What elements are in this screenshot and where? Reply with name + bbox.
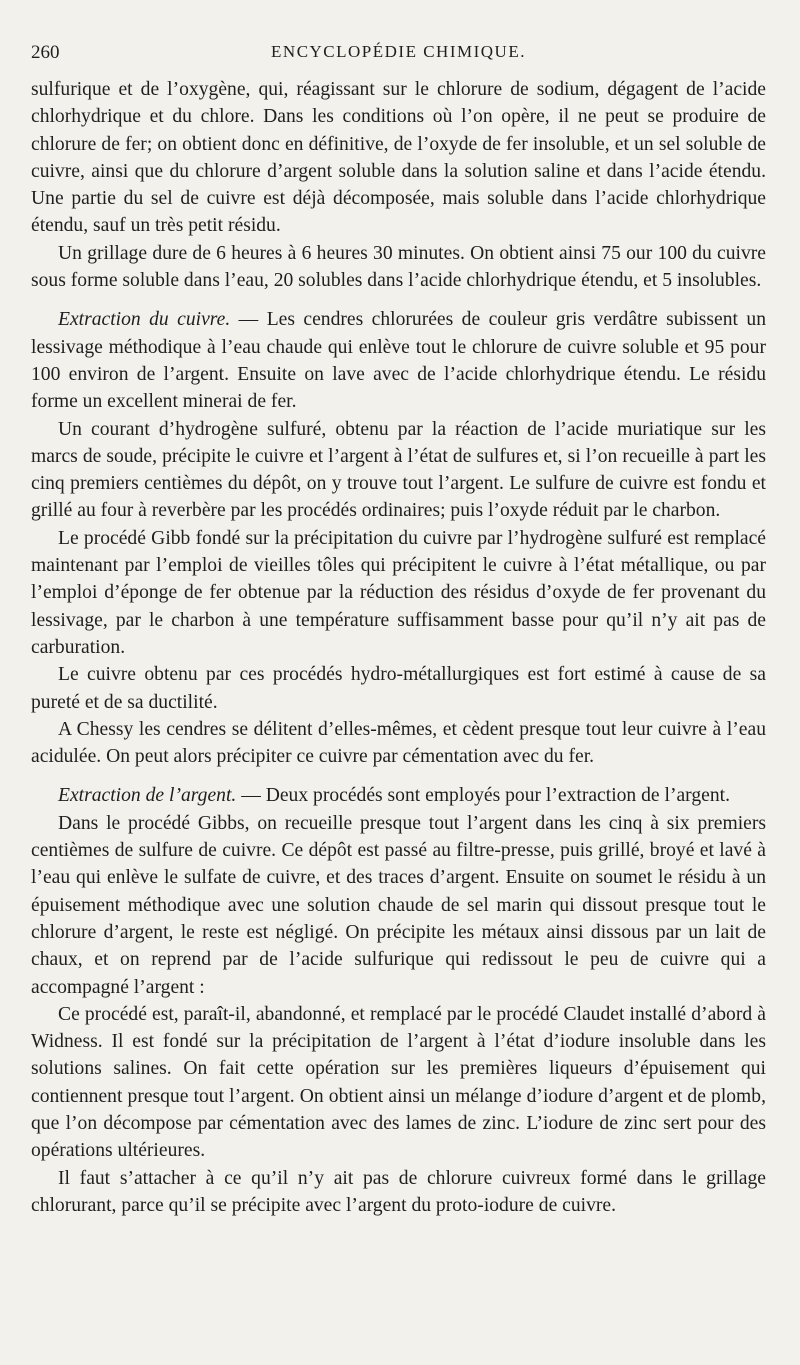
body-text — [31, 76, 766, 1219]
paragraph — [31, 240, 766, 295]
paragraph — [31, 1001, 766, 1165]
paragraph-text: Ce procédé est, paraît-il, abandonné, et remplacé par le procédé Claudet installé d’abord à Widness. Il est fondé sur la précipitation de l’argent à l’état d’iodure insoluble dans les solutions salines. On fait cette opération sur les premières liqueurs d’épuisement qui contiennent presque tout l’argent. On obtient ainsi un mélange d’iodure d’argent et de plomb, que l’on décompose par cémentation avec des lames de zinc. L’iodure de zinc sert pour des opérations ultérieures. — [31, 1003, 766, 1162]
paragraph-text: Dans le procédé Gibbs, on recueille presque tout l’argent dans les cinq à six premiers centièmes de sulfure de cuivre. Ce dépôt est passé au filtre-presse, puis grillé, broyé et lavé à l’eau qui enlève le sulfate de cuivre, et des traces d’argent. Ensuite on soumet le résidu à un épuisement méthodique avec une solution chaude de sel marin qui dissout presque tout le chlorure d’argent, le reste est négligé. On précipite les métaux ainsi dissous par un lait de chaux, et on reprend par de l’acide sulfurique qui redissout le peu de cuivre qui a accompagné l’argent : — [31, 812, 766, 998]
paragraph-text: — Les cendres chlorurées de couleur gris verdâtre subissent un lessivage méthodique à l’eau chaude qui enlève tout le chlorure de cuivre soluble et 95 pour 100 environ de l’argent. Ensuite on lave avec de l’acide chlorhydrique étendu. Le résidu forme un excellent minerai de fer. — [31, 309, 766, 413]
running-title: ENCYCLOPÉDIE CHIMIQUE. — [271, 42, 526, 61]
section-title: Extraction de l’argent. — [58, 785, 237, 807]
paragraph — [31, 525, 766, 661]
paragraph — [31, 76, 766, 240]
page-number: 260 — [31, 42, 60, 63]
paragraph-text: Un courant d’hydrogène sulfuré, obtenu par la réaction de l’acide muriatique sur les marcs de soude, précipite le cuivre et l’argent à l’état de sulfures et, si l’on recueille à part les cinq premiers centièmes du dépôt, on y trouve tout l’argent. Le sulfure de cuivre est fondu et grillé au four à reverbère par les procédés ordinaires; puis l’oxyde réduit par le charbon. — [31, 418, 766, 522]
paragraph — [31, 716, 766, 771]
paragraph-text: Il faut s’attacher à ce qu’il n’y ait pas de chlorure cuivreux formé dans le grillage chlorurant, parce qu’il se précipite avec l’argent du proto-iodure de cuivre. — [31, 1167, 766, 1216]
paragraph-text: Le cuivre obtenu par ces procédés hydro-métallurgiques est fort estimé à cause de sa pureté et de sa ductilité. — [31, 664, 766, 713]
paragraph — [31, 416, 766, 525]
section-title: Extraction du cuivre. — [58, 309, 231, 331]
paragraph-text: Un grillage dure de 6 heures à 6 heures 30 minutes. On obtient ainsi 75 our 100 du cuivre sous forme soluble dans l’eau, 20 solubles dans l’acide chlorhydrique étendu, et 5 insolubles. — [31, 242, 766, 292]
paragraph-text: Le procédé Gibb fondé sur la précipitation du cuivre par l’hydrogène sulfuré est remplacé maintenant par l’emploi de vieilles tôles qui précipitent le cuivre à l’état métallique, ou par l’emploi d’éponge de fer obtenue par la réduction des résidus d’oxyde de fer provenant du lessivage, par le charbon à une température suffisamment basse pour qu’il n’y ait pas de carburation. — [31, 527, 766, 658]
paragraph-text: — Deux procédés sont employés pour l’extraction de l’argent. — [236, 785, 730, 807]
paragraph — [31, 1165, 766, 1220]
page-header — [31, 40, 766, 66]
paragraph-text: sulfurique et de l’oxygène, qui, réagissant sur le chlorure de sodium, dégagent de l’acide chlorhydrique et du chlore. Dans les conditions où l’on opère, il ne peut se produire de chlorure de fer; on obtient donc en définitive, de l’oxyde de fer insoluble, et un sel soluble de cuivre, ainsi que du chlorure d’argent soluble dans la solution saline et dans l’acide étendu. Une partie du sel de cuivre est déjà décomposée, mais soluble dans l’acide chlorhydrique étendu, sauf un très petit résidu. — [31, 79, 766, 237]
paragraph-text: A Chessy les cendres se délitent d’elles-mêmes, et cèdent presque tout leur cuivre à l’eau acidulée. On peut alors précipiter ce cuivre par cémentation avec du fer. — [31, 718, 766, 768]
paragraph — [31, 306, 766, 415]
paragraph — [31, 782, 766, 809]
paragraph — [31, 661, 766, 716]
paragraph — [31, 810, 766, 1001]
